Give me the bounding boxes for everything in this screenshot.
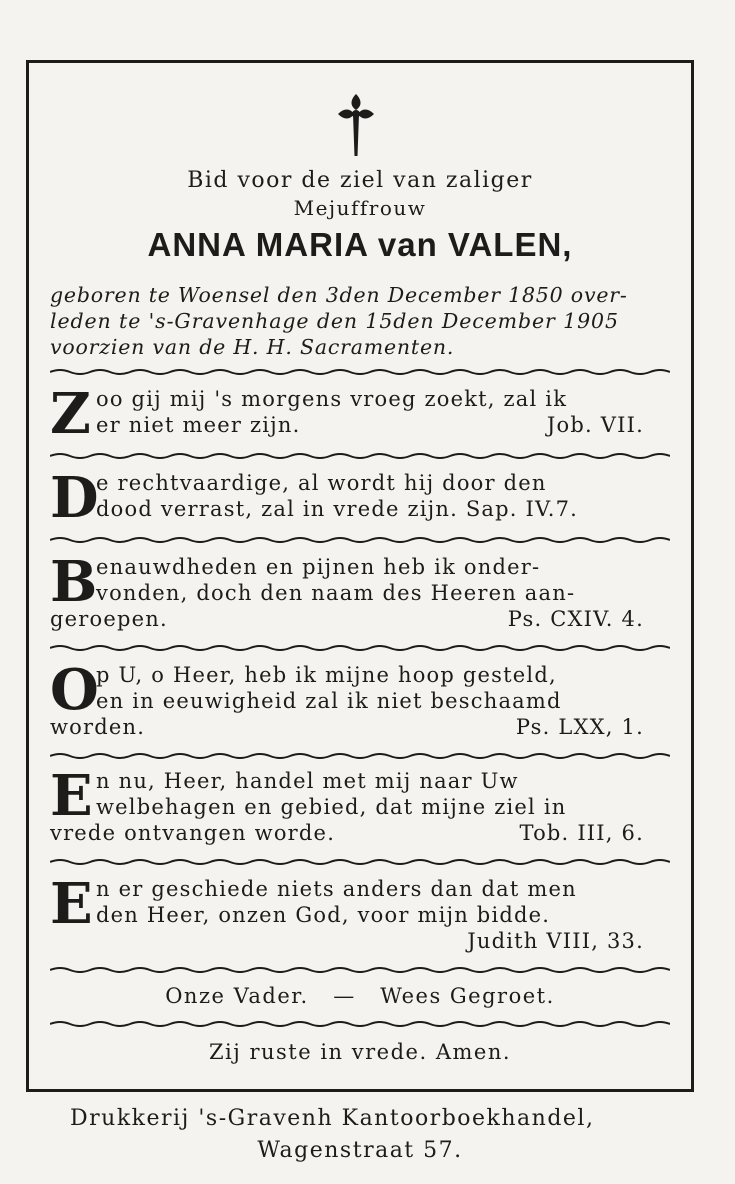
wavy-divider (50, 644, 670, 652)
verse-line: dood verrast, zal in vrede zijn. Sap. IV.7. (96, 497, 579, 521)
verse-line: vrede ontvangen worde. (50, 821, 336, 845)
verse-line: p U, o Heer, heb ik mijne hoop gesteld, (96, 663, 557, 687)
verse-line: oo gij mij 's morgens vroeg zoekt, zal ik (96, 387, 568, 411)
verse-reference: Job. VII. (546, 413, 644, 437)
drop-cap: O (50, 657, 100, 723)
verse-line: den Heer, onzen God, voor mijn bidde. (96, 903, 551, 927)
wavy-divider (50, 368, 670, 376)
wavy-divider (50, 858, 670, 866)
verse-ps-cxiv (50, 549, 670, 632)
verse-line: er niet meer zijn. (96, 413, 301, 437)
printer-address: Wagenstraat 57. (257, 1138, 463, 1163)
title-honorific: Mejuffrouw (293, 196, 427, 220)
bio-line: leden te 's-Gravenhage den 15den December 1905 (50, 309, 619, 333)
verse-line: vonden, doch den naam des Heeren aan- (96, 581, 576, 605)
cross-icon (336, 92, 376, 158)
wavy-divider (50, 966, 670, 974)
verse-line-row (50, 928, 670, 954)
verse-line: en in eeuwigheid zal ik niet beschaamd (96, 689, 562, 713)
verse-sap (50, 465, 670, 531)
drop-cap: Z (50, 381, 93, 447)
verse-line: worden. (50, 715, 146, 739)
drop-cap: E (50, 763, 94, 829)
verse-reference: Judith VIII, 33. (467, 929, 644, 953)
verse-line-row (50, 606, 670, 632)
bio-line: voorzien van de H. H. Sacramenten. (50, 335, 455, 359)
bio-line: geboren te Woensel den 3den December 1850 over- (50, 283, 628, 307)
verse-line: n nu, Heer, handel met mij naar Uw (96, 769, 519, 793)
prayers: Onze Vader. — Wees Gegroet. (165, 984, 555, 1008)
verse-line-row (50, 820, 670, 846)
verse-line: e rechtvaardige, al wordt hij door den (96, 471, 547, 495)
drop-cap: E (50, 871, 94, 937)
wavy-divider (50, 452, 670, 460)
verse-job (50, 381, 670, 447)
verse-line: enauwdheden en pijnen heb ik onder- (96, 555, 541, 579)
verse-reference: Ps. LXX, 1. (515, 715, 644, 739)
drop-cap: D (50, 465, 100, 531)
verse-reference: Ps. CXIV. 4. (507, 607, 644, 631)
verse-reference: Tob. III, 6. (519, 821, 644, 845)
drop-cap: B (50, 549, 99, 615)
verse-line: welbehagen en gebied, dat mijne ziel in (96, 795, 567, 819)
verse-line: n er geschiede niets anders dan dat men (96, 877, 577, 901)
prayer-request: Bid voor de ziel van zaliger (187, 168, 533, 193)
verse-tob (50, 763, 670, 846)
verse-line: geroepen. (50, 607, 168, 631)
wavy-divider (50, 536, 670, 544)
closing-line: Zij ruste in vrede. Amen. (208, 1040, 512, 1064)
verse-judith (50, 871, 670, 954)
verse-ps-lxx (50, 657, 670, 740)
verse-line-row (50, 714, 670, 740)
wavy-divider (50, 752, 670, 760)
deceased-name: ANNA MARIA van VALEN, (147, 226, 573, 263)
printer-name: Drukkerij 's-Gravenh Kantoorboekhandel, (70, 1106, 595, 1131)
wavy-divider (50, 1020, 670, 1028)
verse-line-row (50, 412, 670, 438)
